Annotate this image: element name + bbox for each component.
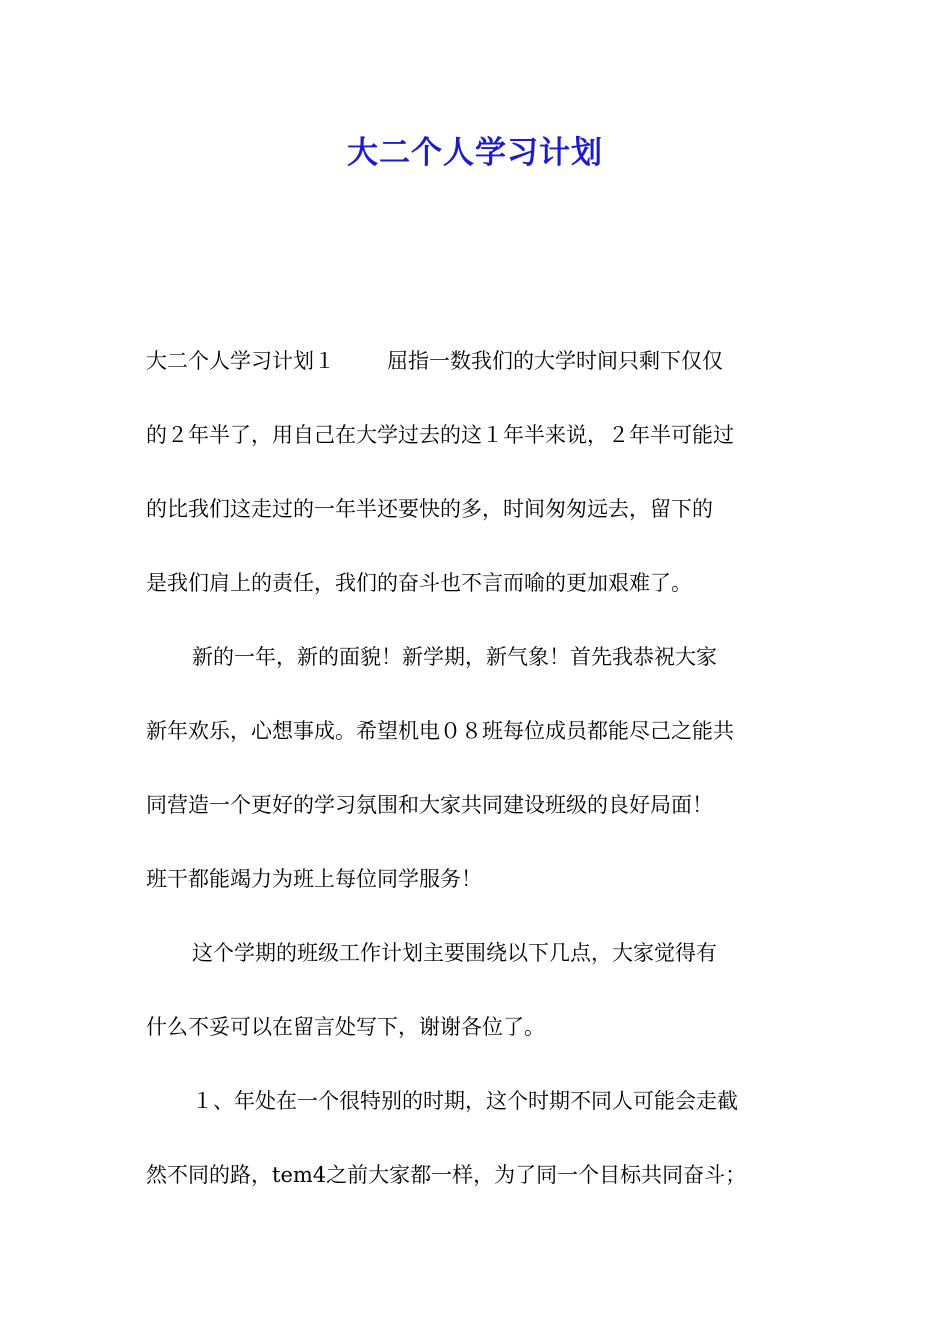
paragraph-line: 的２年半了，用自己在大学过去的这１年半来说，２年半可能过 xyxy=(146,423,734,447)
heading-inline: 大二个人学习计划１ xyxy=(146,349,335,373)
paragraph-line: 新的一年，新的面貌！新学期，新气象！首先我恭祝大家 xyxy=(192,645,717,669)
paragraph-line: 什么不妥可以在留言处写下，谢谢各位了。 xyxy=(146,1015,545,1039)
paragraph-line: 是我们肩上的责任，我们的奋斗也不言而喻的更加艰难了。 xyxy=(146,571,692,595)
paragraph-line: 然不同的路，tem4之前大家都一样，为了同一个目标共同奋斗； xyxy=(146,1163,747,1187)
paragraph-line: 同营造一个更好的学习氛围和大家共同建设班级的良好局面！ xyxy=(146,793,713,817)
paragraph-line: 的比我们这走过的一年半还要快的多，时间匆匆远去，留下的 xyxy=(146,497,713,521)
document-title: 大二个人学习计划 xyxy=(347,135,603,171)
document-body xyxy=(146,338,814,1226)
paragraph-line: 新年欢乐，心想事成。希望机电０８班每位成员都能尽己之能共 xyxy=(146,719,734,743)
paragraph-line: 这个学期的班级工作计划主要围绕以下几点，大家觉得有 xyxy=(192,941,717,965)
paragraph-line xyxy=(146,338,814,412)
text-run: 屈指一数我们的大学时间只剩下仅仅 xyxy=(387,349,723,373)
paragraph-line: １、年处在一个很特别的时期，这个时期不同人可能会走截 xyxy=(192,1089,738,1113)
paragraph-line: 班干都能竭力为班上每位同学服务！ xyxy=(146,867,482,891)
